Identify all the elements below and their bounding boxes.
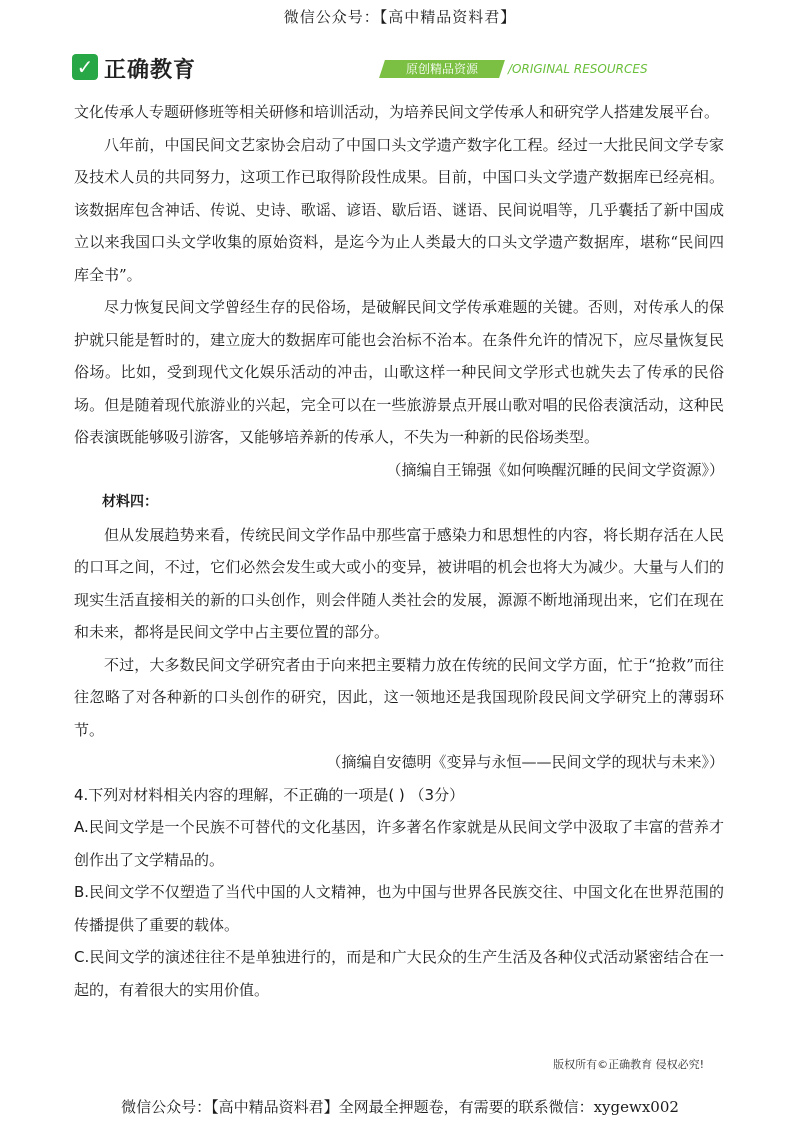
option-a: A.民间文学是一个民族不可替代的文化基因，许多著名作家就是从民间文学中汲取了丰富的营养才创作出了文学精品的。	[74, 818, 724, 869]
option-b: B.民间文学不仅塑造了当代中国的人文精神，也为中国与世界各民族交往、中国文化在世界范围的传播提供了重要的载体。	[74, 883, 724, 934]
paragraph-trend: 但从发展趋势来看，传统民间文学作品中那些富于感染力和思想性的内容，将长期存活在人民的口耳之间，不过，它们必然会发生或大或小的变异，被讲唱的机会也将大为减少。大量与人们的现实生活直接相关的新的口头创作，则会伴随人类社会的发展，源源不断地涌现出来，它们在现在和未来，都将是民间文学中占主要位置的部分。	[74, 525, 724, 641]
wechat-header-note: 微信公众号：【高中精品资料君】	[283, 8, 517, 26]
checkmark-logo-icon: ✓	[72, 54, 98, 80]
brand-name: 正确教育	[104, 58, 197, 83]
material-four-heading: 材料四：	[102, 494, 158, 510]
original-resources-banner	[379, 60, 505, 78]
paragraph-research-gap: 不过，大多数民间文学研究者由于向来把主要精力放在传统的民间文学方面，忙于“抢救”而往往忽略了对各种新的口头创作的研究，因此，这一领地还是我国现阶段民间文学研究上的薄弱环节。	[74, 655, 724, 739]
paragraph-continued: 文化传承人专题研修班等相关研修和培训活动，为培养民间文学传承人和研究学人搭建发展平台。	[74, 103, 720, 121]
copyright-notice: 版权所有©正确教育 侵权必究!	[553, 1058, 704, 1071]
brand-bar	[72, 50, 732, 86]
banner-en-text: /ORIGINAL RESOURCES	[508, 62, 648, 76]
wechat-footer-note: 微信公众号：【高中精品资料君】全网最全押题卷，有需要的联系微信：xygewx002	[121, 1098, 679, 1116]
question-stem: 4.下列对材料相关内容的理解，不正确的一项是( ) （3分）	[74, 785, 465, 804]
source-citation-3: （摘编自王锦强《如何唤醒沉睡的民间文学资源》）	[386, 460, 724, 479]
source-citation-4: （摘编自安德明《变异与永恒——民间文学的现状与未来》）	[326, 753, 724, 771]
document-body	[74, 96, 724, 1006]
paragraph-digitization: 八年前，中国民间文艺家协会启动了中国口头文学遗产数字化工程。经过一大批民间文学专家及技术人员的共同努力，这项工作已取得阶段性成果。目前，中国口头文学遗产数据库已经亮相。该数据库包含神话、传说、史诗、歌谣、谚语、歇后语、谜语、民间说唱等，几乎囊括了新中国成立以来我国口头文学收集的原始资料，是迄今为止人类最大的口头文学遗产数据库，堪称“民间四库全书”。	[74, 135, 724, 284]
banner-cn-text: 原创精品资源	[405, 62, 478, 76]
paragraph-folk-field: 尽力恢复民间文学曾经生存的民俗场，是破解民间文学传承难题的关键。否则，对传承人的保护就只能是暂时的，建立庞大的数据库可能也会治标不治本。在条件允许的情况下，应尽量恢复民俗场。比如，受到现代文化娱乐活动的冲击，山歌这样一种民间文学形式也就失去了传承的民俗场。但是随着现代旅游业的兴起，完全可以在一些旅游景点开展山歌对唱的民俗表演活动，这种民俗表演既能够吸引游客，又能够培养新的传承人，不失为一种新的民俗场类型。	[74, 298, 724, 446]
option-c: C.民间文学的演述往往不是单独进行的，而是和广大民众的生产生活及各种仪式活动紧密结合在一起的，有着很大的实用价值。	[74, 948, 724, 999]
